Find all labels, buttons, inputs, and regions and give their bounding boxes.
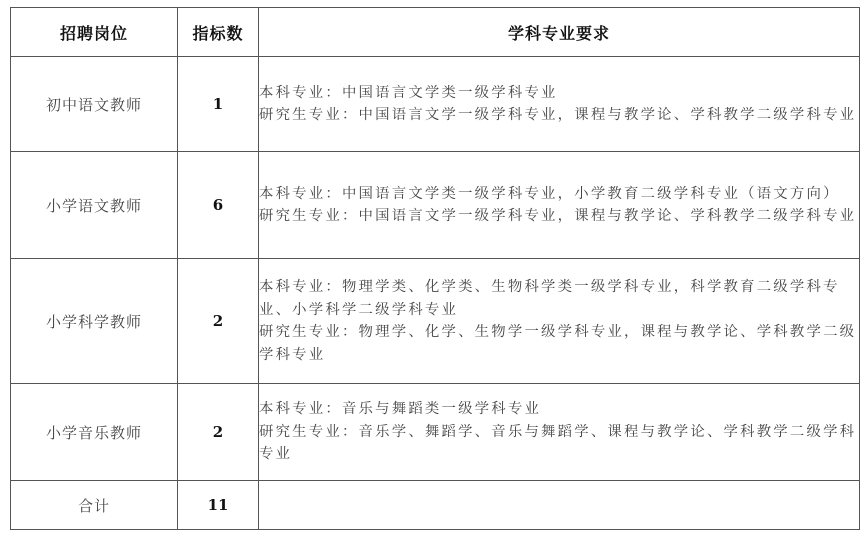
table-row [11,259,860,384]
total-quota: 11 [178,481,259,530]
table-total-row [11,481,860,530]
total-requirements [259,481,860,530]
undergrad-requirement: 本科专业：音乐与舞蹈类一级学科专业 [259,401,542,418]
recruitment-table [10,7,860,530]
table-row [11,57,860,152]
row-position: 小学音乐教师 [11,384,178,481]
undergrad-requirement: 本科专业：中国语言文学类一级学科专业 [259,84,558,101]
graduate-requirement: 研究生专业：中国语言文学一级学科专业，课程与教学论、学科教学二级学科专业 [259,208,857,224]
undergrad-requirement: 本科专业：物理学类、化学类、生物科学类一级学科专业，科学教育二级学科专业、小学科学二级学科专业 [259,279,840,318]
row-position: 初中语文教师 [11,57,178,152]
row-quota: 6 [178,152,259,259]
graduate-requirement: 研究生专业：音乐学、舞蹈学、音乐与舞蹈学、课程与教学论、学科教学二级学科专业 [259,423,857,463]
header-position: 招聘岗位 [11,8,178,57]
row-quota: 2 [178,384,259,481]
row-quota: 1 [178,57,259,152]
table-header-row [11,8,860,57]
table-row [11,152,860,259]
graduate-requirement: 研究生专业：物理学、化学、生物学一级学科专业，课程与教学论、学科教学二级学科专业 [259,324,857,363]
undergrad-requirement: 本科专业：中国语言文学类一级学科专业，小学教育二级学科专业（语文方向） [259,185,840,202]
row-requirements [259,152,860,259]
header-requirements: 学科专业要求 [259,8,860,57]
row-quota: 2 [178,259,259,384]
header-quota: 指标数 [178,8,259,57]
total-label: 合计 [11,481,178,530]
row-requirements [259,384,860,481]
row-requirements [259,57,860,152]
graduate-requirement: 研究生专业：中国语言文学一级学科专业，课程与教学论、学科教学二级学科专业 [259,107,857,123]
table-row [11,384,860,481]
row-position: 小学语文教师 [11,152,178,259]
row-requirements [259,259,860,384]
row-position: 小学科学教师 [11,259,178,384]
